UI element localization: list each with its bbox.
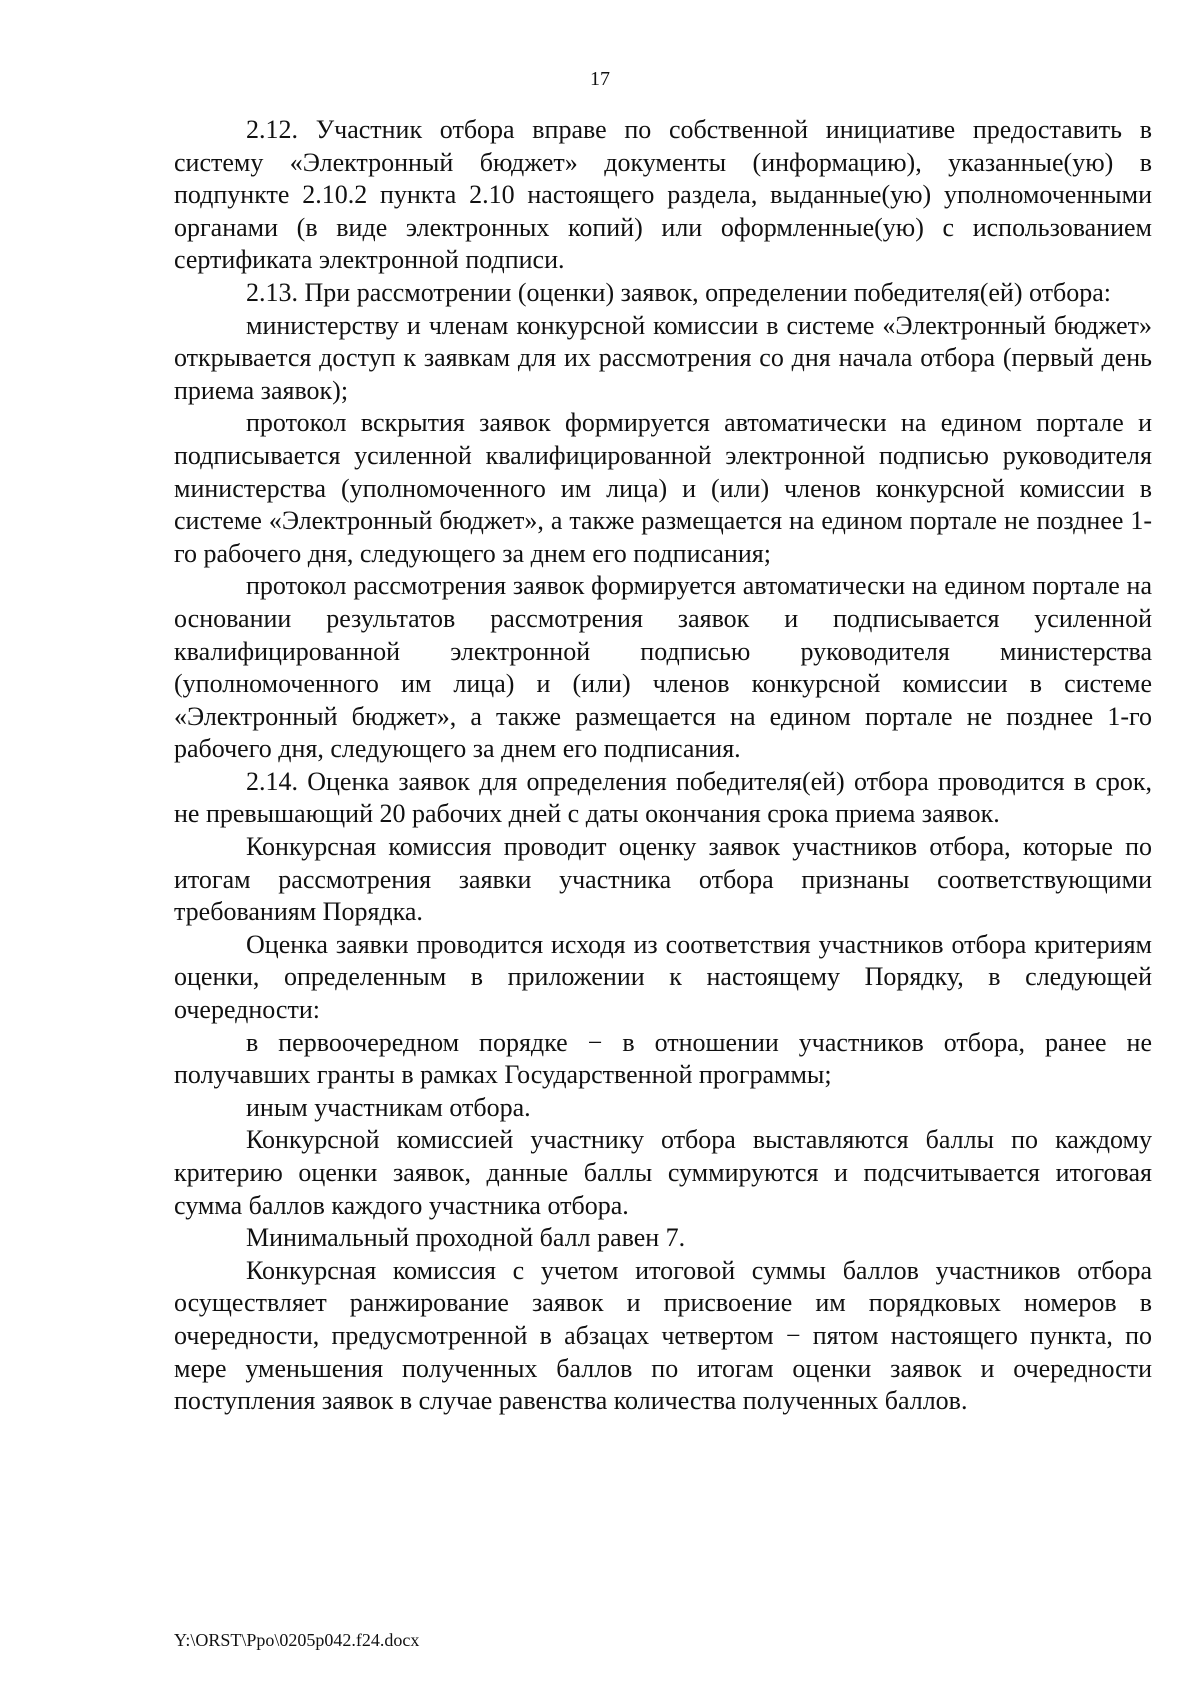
paragraph-2-12: 2.12. Участник отбора вправе по собственной инициативе предоставить в систему «Электронный бюджет» документы (информацию), указанные(ую) в подпункте 2.10.2 пункта 2.10 настоящего раздела, выданные(ую) уполномоченными органами (в виде электронных копий) или оформленные(ую) с использованием сертификата электронной подписи. xyxy=(174,115,1152,275)
document-body xyxy=(174,114,1152,1418)
paragraph-2-13: 2.13. При рассмотрении (оценки) заявок, определении победителя(ей) отбора: xyxy=(246,277,1112,307)
paragraph-other-participants: иным участникам отбора. xyxy=(246,1092,531,1122)
paragraph-commission-evaluation: Конкурсная комиссия проводит оценку заявок участников отбора, которые по итогам рассмотрения заявки участника отбора признаны соответствующими требованиям Порядка. xyxy=(174,832,1152,927)
paragraph-minimum-score: Минимальный проходной балл равен 7. xyxy=(246,1223,686,1253)
paragraph-2-14: 2.14. Оценка заявок для определения победителя(ей) отбора проводится в срок, не превышающий 20 рабочих дней с даты окончания срока приема заявок. xyxy=(174,766,1152,829)
footer-file-path: Y:\ORST\Ppo\0205p042.f24.docx xyxy=(174,1630,420,1650)
paragraph-first-priority: в первоочередном порядке − в отношении участников отбора, ранее не получавших гранты в рамках Государственной программы; xyxy=(174,1027,1152,1090)
paragraph-opening-protocol: протокол вскрытия заявок формируется автоматически на едином портале и подписывается усиленной квалифицированной электронной подписью руководителя министерства (уполномоченного им лица) и (или) членов конкурсной комиссии в системе «Электронный бюджет», а также размещается на едином портале не позднее 1-го рабочего дня, следующего за днем его подписания; xyxy=(174,408,1152,568)
paragraph-review-protocol: протокол рассмотрения заявок формируется автоматически на едином портале на основании результатов рассмотрения заявок и подписывается усиленной квалифицированной электронной подписью руководителя министерства (уполномоченного им лица) и (или) членов конкурсной комиссии в системе «Электронный бюджет», а также размещается на едином портале не позднее 1-го рабочего дня, следующего за днем его подписания. xyxy=(174,571,1152,764)
paragraph-evaluation-order: Оценка заявки проводится исходя из соответствия участников отбора критериям оценки, определенным в приложении к настоящему Порядку, в следующей очередности: xyxy=(174,929,1152,1025)
paragraph-scoring: Конкурсной комиссией участнику отбора выставляются баллы по каждому критерию оценки заявок, данные баллы суммируются и подсчитывается итоговая сумма баллов каждого участника отбора. xyxy=(174,1125,1152,1220)
paragraph-ranking: Конкурсная комиссия с учетом итоговой суммы баллов участников отбора осуществляет ранжирование заявок и присвоение им порядковых номеров в очередности, предусмотренной в абзацах четвертом − пятом настоящего пункта, по мере уменьшения полученных баллов по итогам оценки заявок и очередности поступления заявок в случае равенства количества полученных баллов. xyxy=(174,1255,1152,1416)
page-number: 17 xyxy=(590,68,610,90)
paragraph-access: министерству и членам конкурсной комиссии в системе «Электронный бюджет» открывается доступ к заявкам для их рассмотрения со дня начала отбора (первый день приема заявок); xyxy=(174,310,1152,405)
